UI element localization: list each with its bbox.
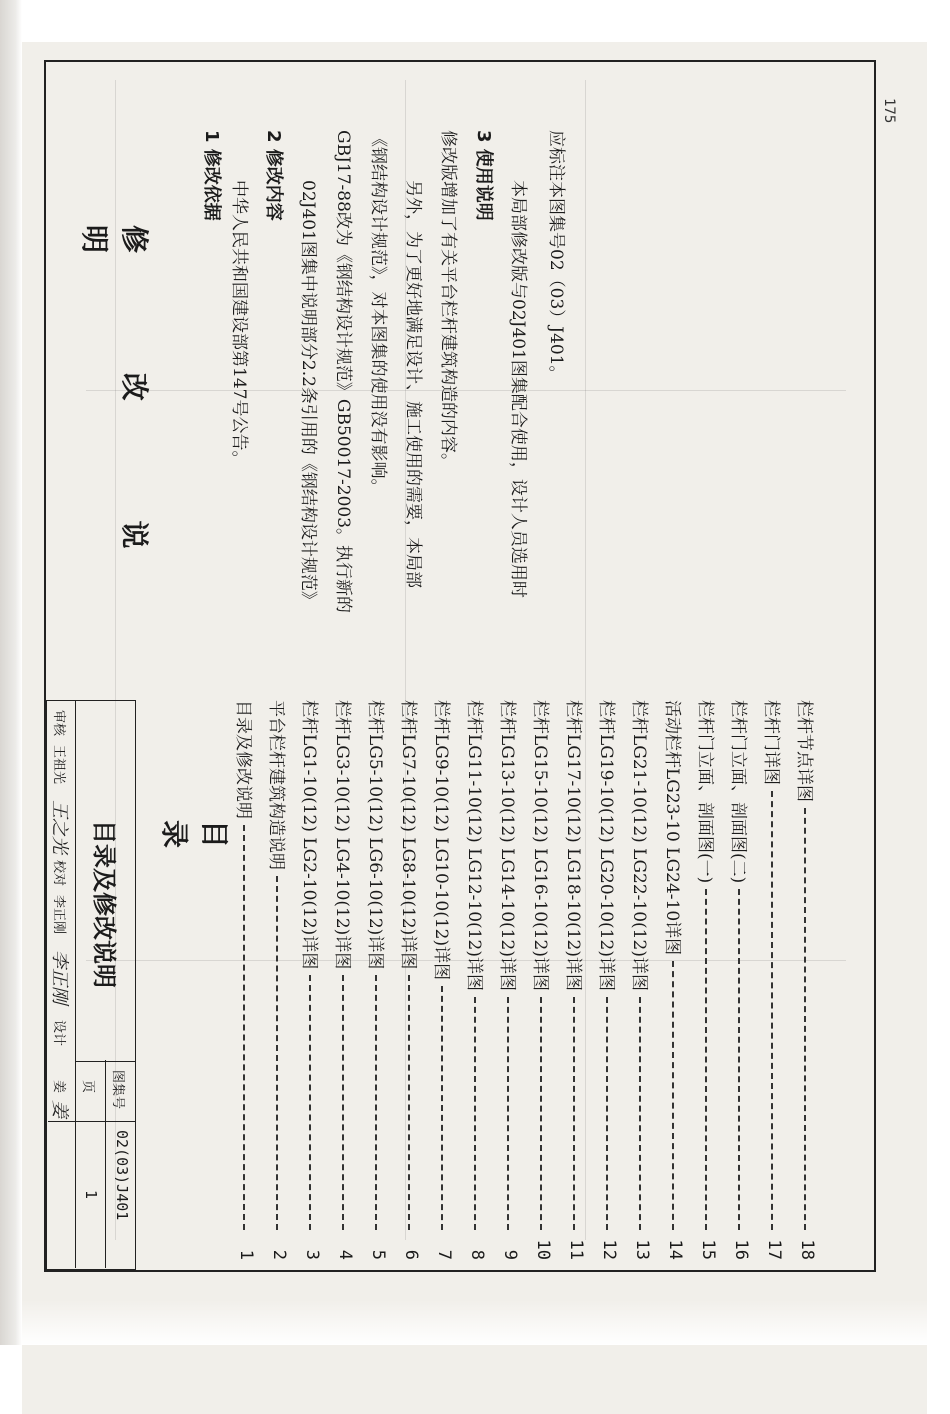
page-number: 175 — [881, 98, 897, 124]
atlas-number: 02(03)J401 — [113, 1130, 131, 1221]
section-3-line-1: 本局部修改版与02J401图集配合使用，设计人员选用时 — [508, 180, 528, 598]
title-block — [46, 60, 876, 1270]
toc-item-page: 15 — [698, 1239, 718, 1260]
design-name: 姜 — [51, 1080, 66, 1094]
toc-title: 目 录 — [158, 820, 231, 939]
section-1-text: 中华人民共和国建设部第147号公告。 — [229, 180, 249, 468]
page-value: 1 — [82, 1190, 100, 1200]
section-3-heading: 3 使用说明 — [473, 130, 494, 221]
title-block-divider — [48, 1120, 136, 1122]
toc-item-label: 栏杆LG15-10(12) LG16-10(12)详图 — [530, 700, 551, 991]
section-2-line-4: 另外，为了更好地满足设计、施工使用的需要，本局部 — [403, 180, 423, 588]
check-signature: 李正刚 — [49, 950, 70, 1004]
toc-item-label: 栏杆LG5-10(12) LG6-10(12)详图 — [365, 700, 386, 970]
toc-item-page: 10 — [533, 1239, 553, 1260]
drawing-title: 目录及修改说明 — [90, 820, 118, 988]
toc-item-page: 12 — [599, 1239, 619, 1260]
section-3-line-2: 应标注本图集号02（03）J401。 — [546, 130, 566, 383]
toc-item-label: 栏杆LG7-10(12) LG8-10(12)详图 — [398, 700, 419, 970]
toc-item-page: 7 — [434, 1249, 454, 1260]
toc-item-page: 18 — [797, 1239, 817, 1260]
toc-item-page: 8 — [467, 1249, 487, 1260]
toc-item-label: 栏杆LG9-10(12) LG10-10(12)详图 — [431, 700, 452, 981]
design-label: 设计 — [51, 1020, 66, 1047]
section-2-line-1: 02J401图集中说明部分2.2条引用的《钢结构设计规范》 — [298, 180, 318, 608]
toc-item-page: 9 — [500, 1249, 520, 1260]
toc-item-label: 栏杆LG19-10(12) LG20-10(12)详图 — [596, 700, 617, 991]
title-block-divider — [104, 1060, 106, 1268]
page-label: 页 — [80, 1080, 95, 1094]
toc-item-label: 栏杆门立面、剖面图(二) — [728, 700, 749, 884]
toc-item-page: 11 — [566, 1239, 586, 1260]
toc-item-label: 栏杆LG21-10(12) LG22-10(12)详图 — [629, 700, 650, 991]
drawing-sheet — [46, 60, 876, 1270]
review-signature: 王之光 — [49, 800, 70, 854]
title-block-divider — [76, 1060, 136, 1062]
toc-item-page: 6 — [401, 1249, 421, 1260]
review-name: 王祖光 — [51, 745, 66, 785]
toc-item-page: 4 — [335, 1249, 355, 1260]
toc-item-label: 活动栏杆LG23-10 LG24-10详图 — [662, 700, 683, 956]
section-2-heading: 2 修改内容 — [263, 130, 284, 221]
paper-bottom-fade — [22, 1300, 927, 1345]
toc-item-label: 栏杆LG17-10(12) LG18-10(12)详图 — [563, 700, 584, 991]
toc-item-page: 17 — [764, 1239, 784, 1260]
notes-title: 修 改 说 明 — [78, 225, 151, 604]
toc-item-label: 栏杆LG3-10(12) LG4-10(12)详图 — [332, 700, 353, 970]
check-label: 校对 — [51, 860, 66, 887]
toc-item-label: 栏杆门详图 — [761, 700, 782, 785]
scan-edge — [0, 0, 22, 1345]
section-2-line-2: GBJ17-88改为《钢结构设计规范》GB50017-2003。执行新的 — [333, 130, 353, 614]
toc-item-label: 平台栏杆建筑构造说明 — [266, 700, 287, 870]
toc-item-label: 目录及修改说明 — [233, 700, 254, 819]
toc-item-label: 栏杆LG1-10(12) LG2-10(12)详图 — [299, 700, 320, 970]
toc-item-page: 2 — [269, 1249, 289, 1260]
section-2-line-5: 修改版增加了有关平台栏杆建筑构造的内容。 — [438, 130, 458, 470]
section-2-line-3: 《钢结构设计规范》，对本图集的使用没有影响。 — [368, 130, 388, 496]
toc-item-page: 1 — [236, 1249, 256, 1260]
toc-item-label: 栏杆LG13-10(12) LG14-10(12)详图 — [497, 700, 518, 991]
toc-item-label: 栏杆门立面、剖面图(一) — [695, 700, 716, 884]
atlas-label: 图集号 — [110, 1070, 125, 1110]
toc-item-page: 5 — [368, 1249, 388, 1260]
toc-item-page: 3 — [302, 1249, 322, 1260]
toc-item-label: 栏杆节点详图 — [794, 700, 815, 802]
section-1-heading: 1 修改依据 — [201, 130, 222, 221]
review-label: 审核 — [51, 710, 66, 737]
toc-item-page: 14 — [665, 1239, 685, 1260]
toc-item-label: 栏杆LG11-10(12) LG12-10(12)详图 — [464, 700, 485, 991]
design-signature: 姜 — [49, 1100, 70, 1118]
toc-item-page: 13 — [632, 1239, 652, 1260]
toc-item-page: 16 — [731, 1239, 751, 1260]
check-name: 李正刚 — [51, 895, 66, 935]
